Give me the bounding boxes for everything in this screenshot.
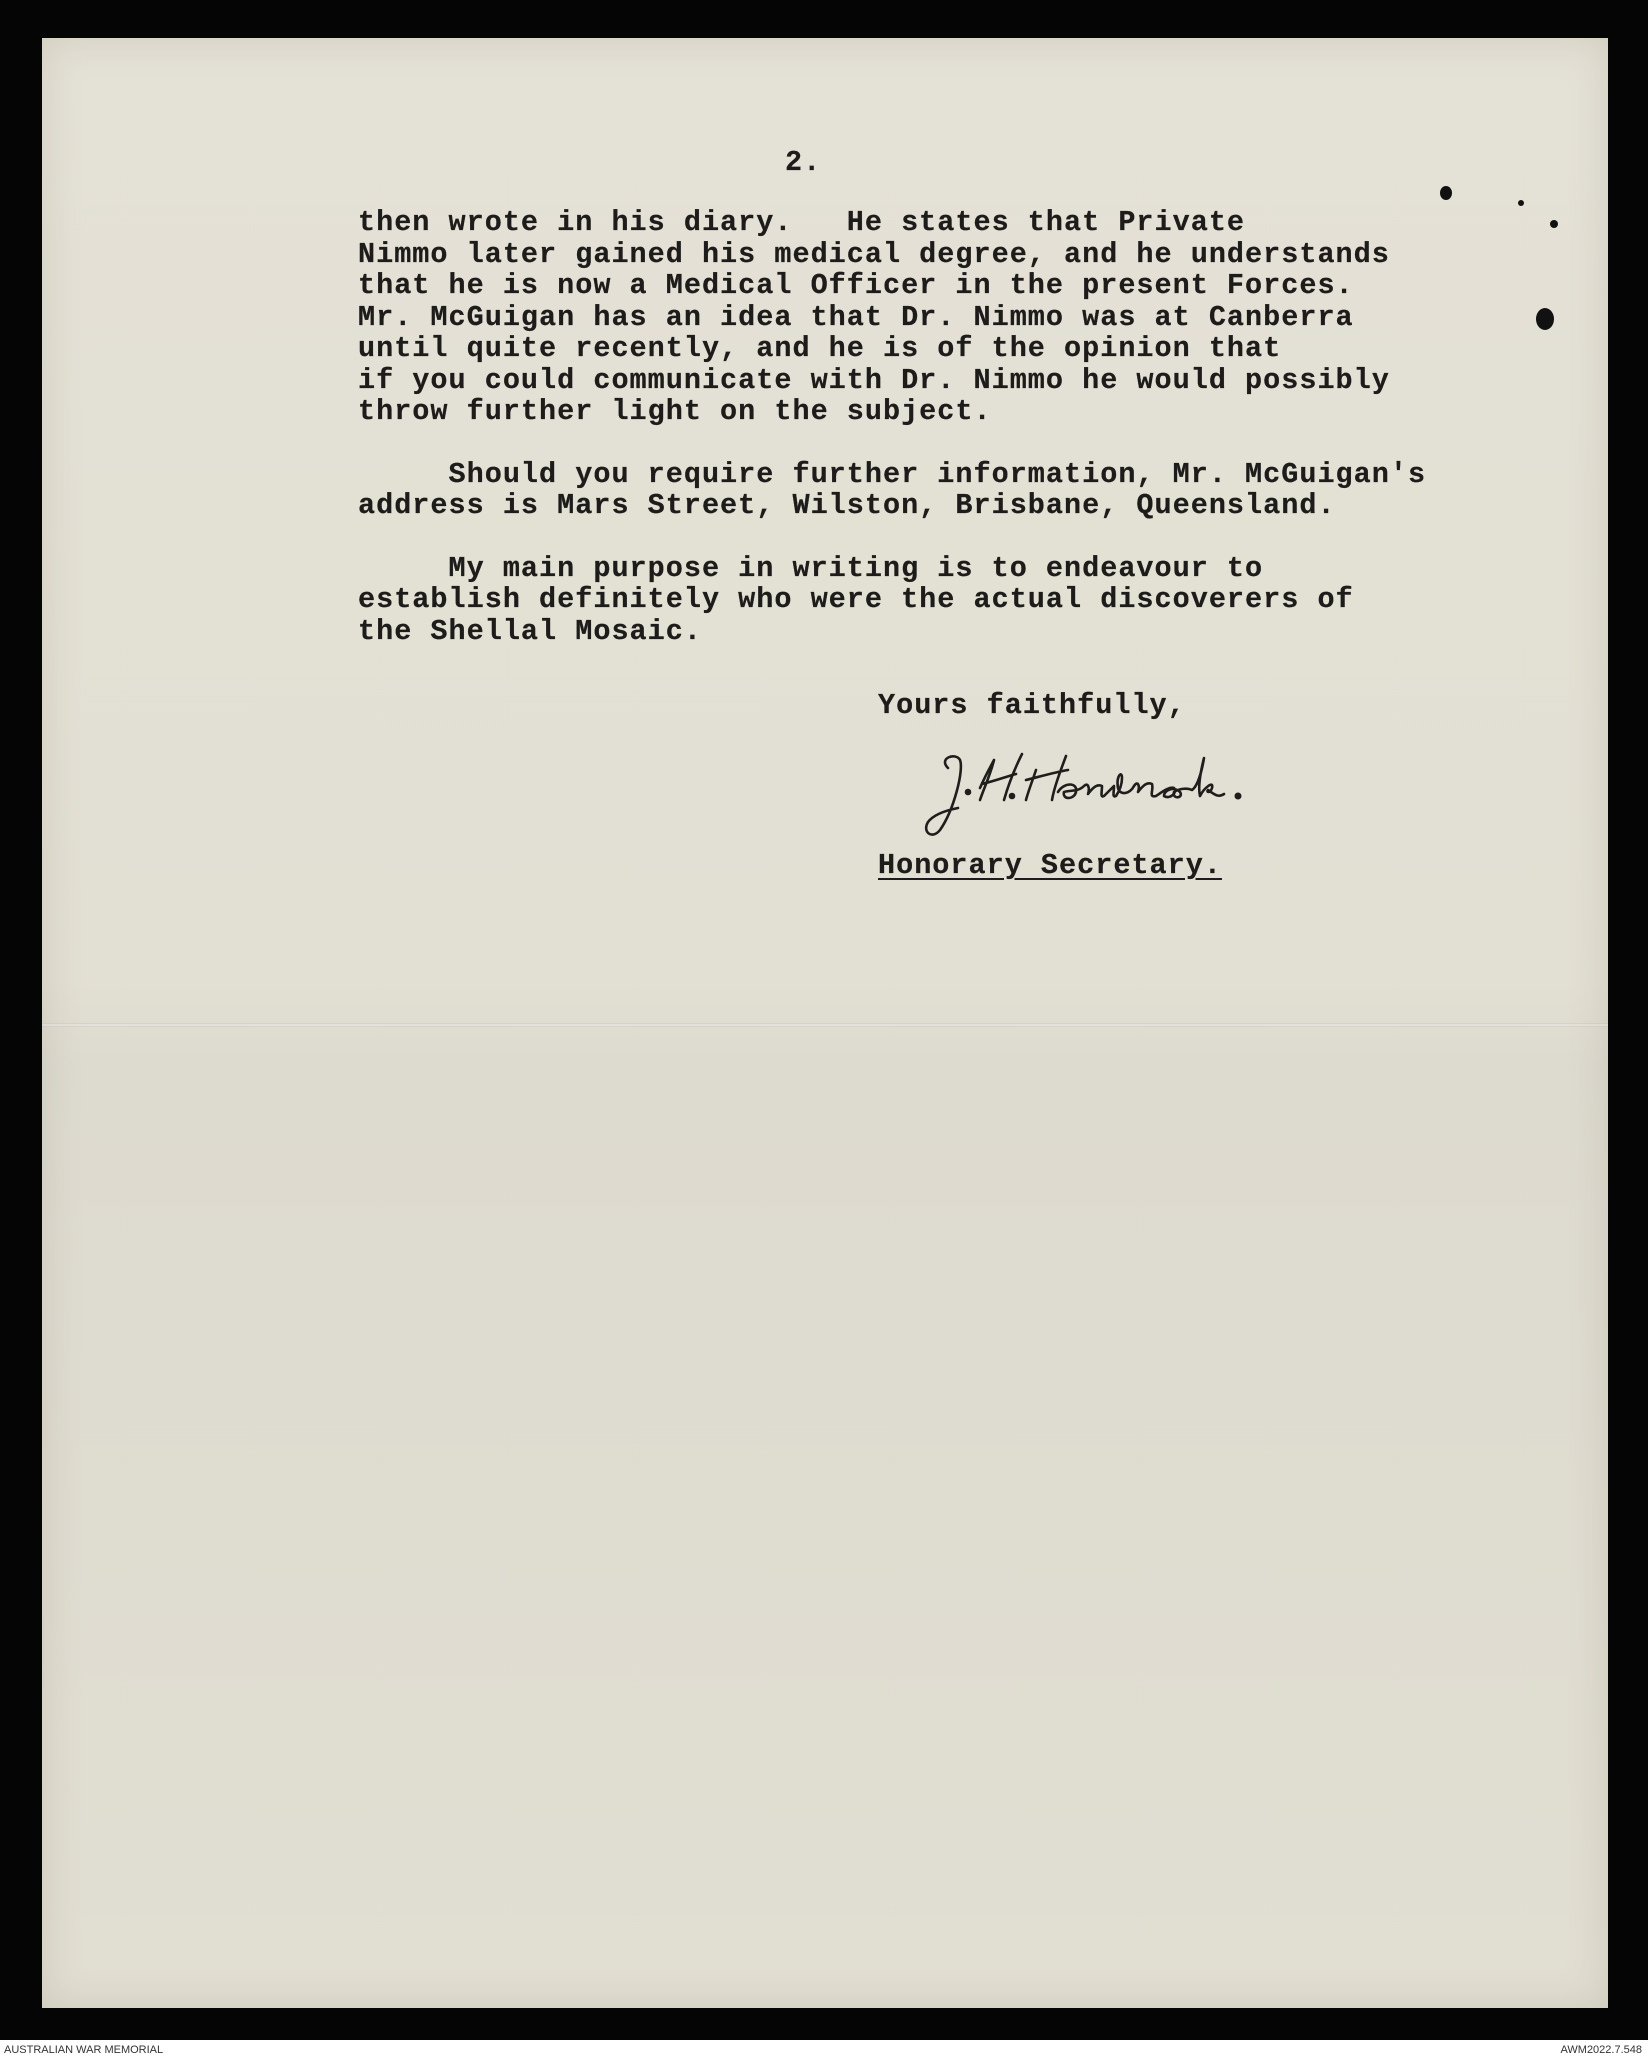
ink-blot [1440, 186, 1452, 200]
page-number: 2. [785, 146, 822, 179]
archive-footer [0, 2040, 1648, 2061]
ink-blot [1550, 220, 1558, 228]
body-line: the Shellal Mosaic. [358, 614, 702, 648]
body-line: if you could communicate with Dr. Nimmo he would possibly [358, 363, 1390, 397]
body-line: then wrote in his diary. He states that Private [358, 206, 1246, 239]
body-line: address is Mars Street, Wilston, Brisbane, Queensland. [358, 489, 1336, 522]
body-line: until quite recently, and he is of the opinion that [358, 332, 1282, 365]
signatory-title: Honorary Secretary. [878, 849, 1222, 882]
closing-salutation: Yours faithfully, [878, 689, 1186, 722]
ink-blot [1536, 308, 1554, 330]
body-line: that he is now a Medical Officer in the present Forces. [358, 269, 1354, 302]
paragraph-2 [358, 459, 1518, 522]
handwritten-signature [908, 730, 1298, 840]
show-through-letterhead [287, 138, 303, 200]
footer-accession-number: AWM2022.7.548 [1560, 2044, 1642, 2056]
footer-institution: AUSTRALIAN WAR MEMORIAL [4, 2044, 164, 2056]
body-line: My main purpose in writing is to endeavour to [358, 551, 1264, 585]
paper-fold-crease [42, 1023, 1608, 1027]
ink-blot [1518, 200, 1524, 206]
body-line: Should you require further information, Mr. McGuigan's [358, 457, 1427, 491]
body-line: throw further light on the subject. [358, 395, 992, 428]
signature-icon [908, 730, 1298, 840]
paragraph-3 [358, 553, 1518, 648]
body-line: establish definitely who were the actual discoverers of [358, 583, 1354, 616]
body-line: Mr. McGuigan has an idea that Dr. Nimmo was at Canberra [358, 300, 1354, 334]
body-line: Nimmo later gained his medical degree, and he understands [358, 237, 1390, 271]
letter-body [358, 207, 1518, 678]
paragraph-1 [358, 207, 1518, 428]
